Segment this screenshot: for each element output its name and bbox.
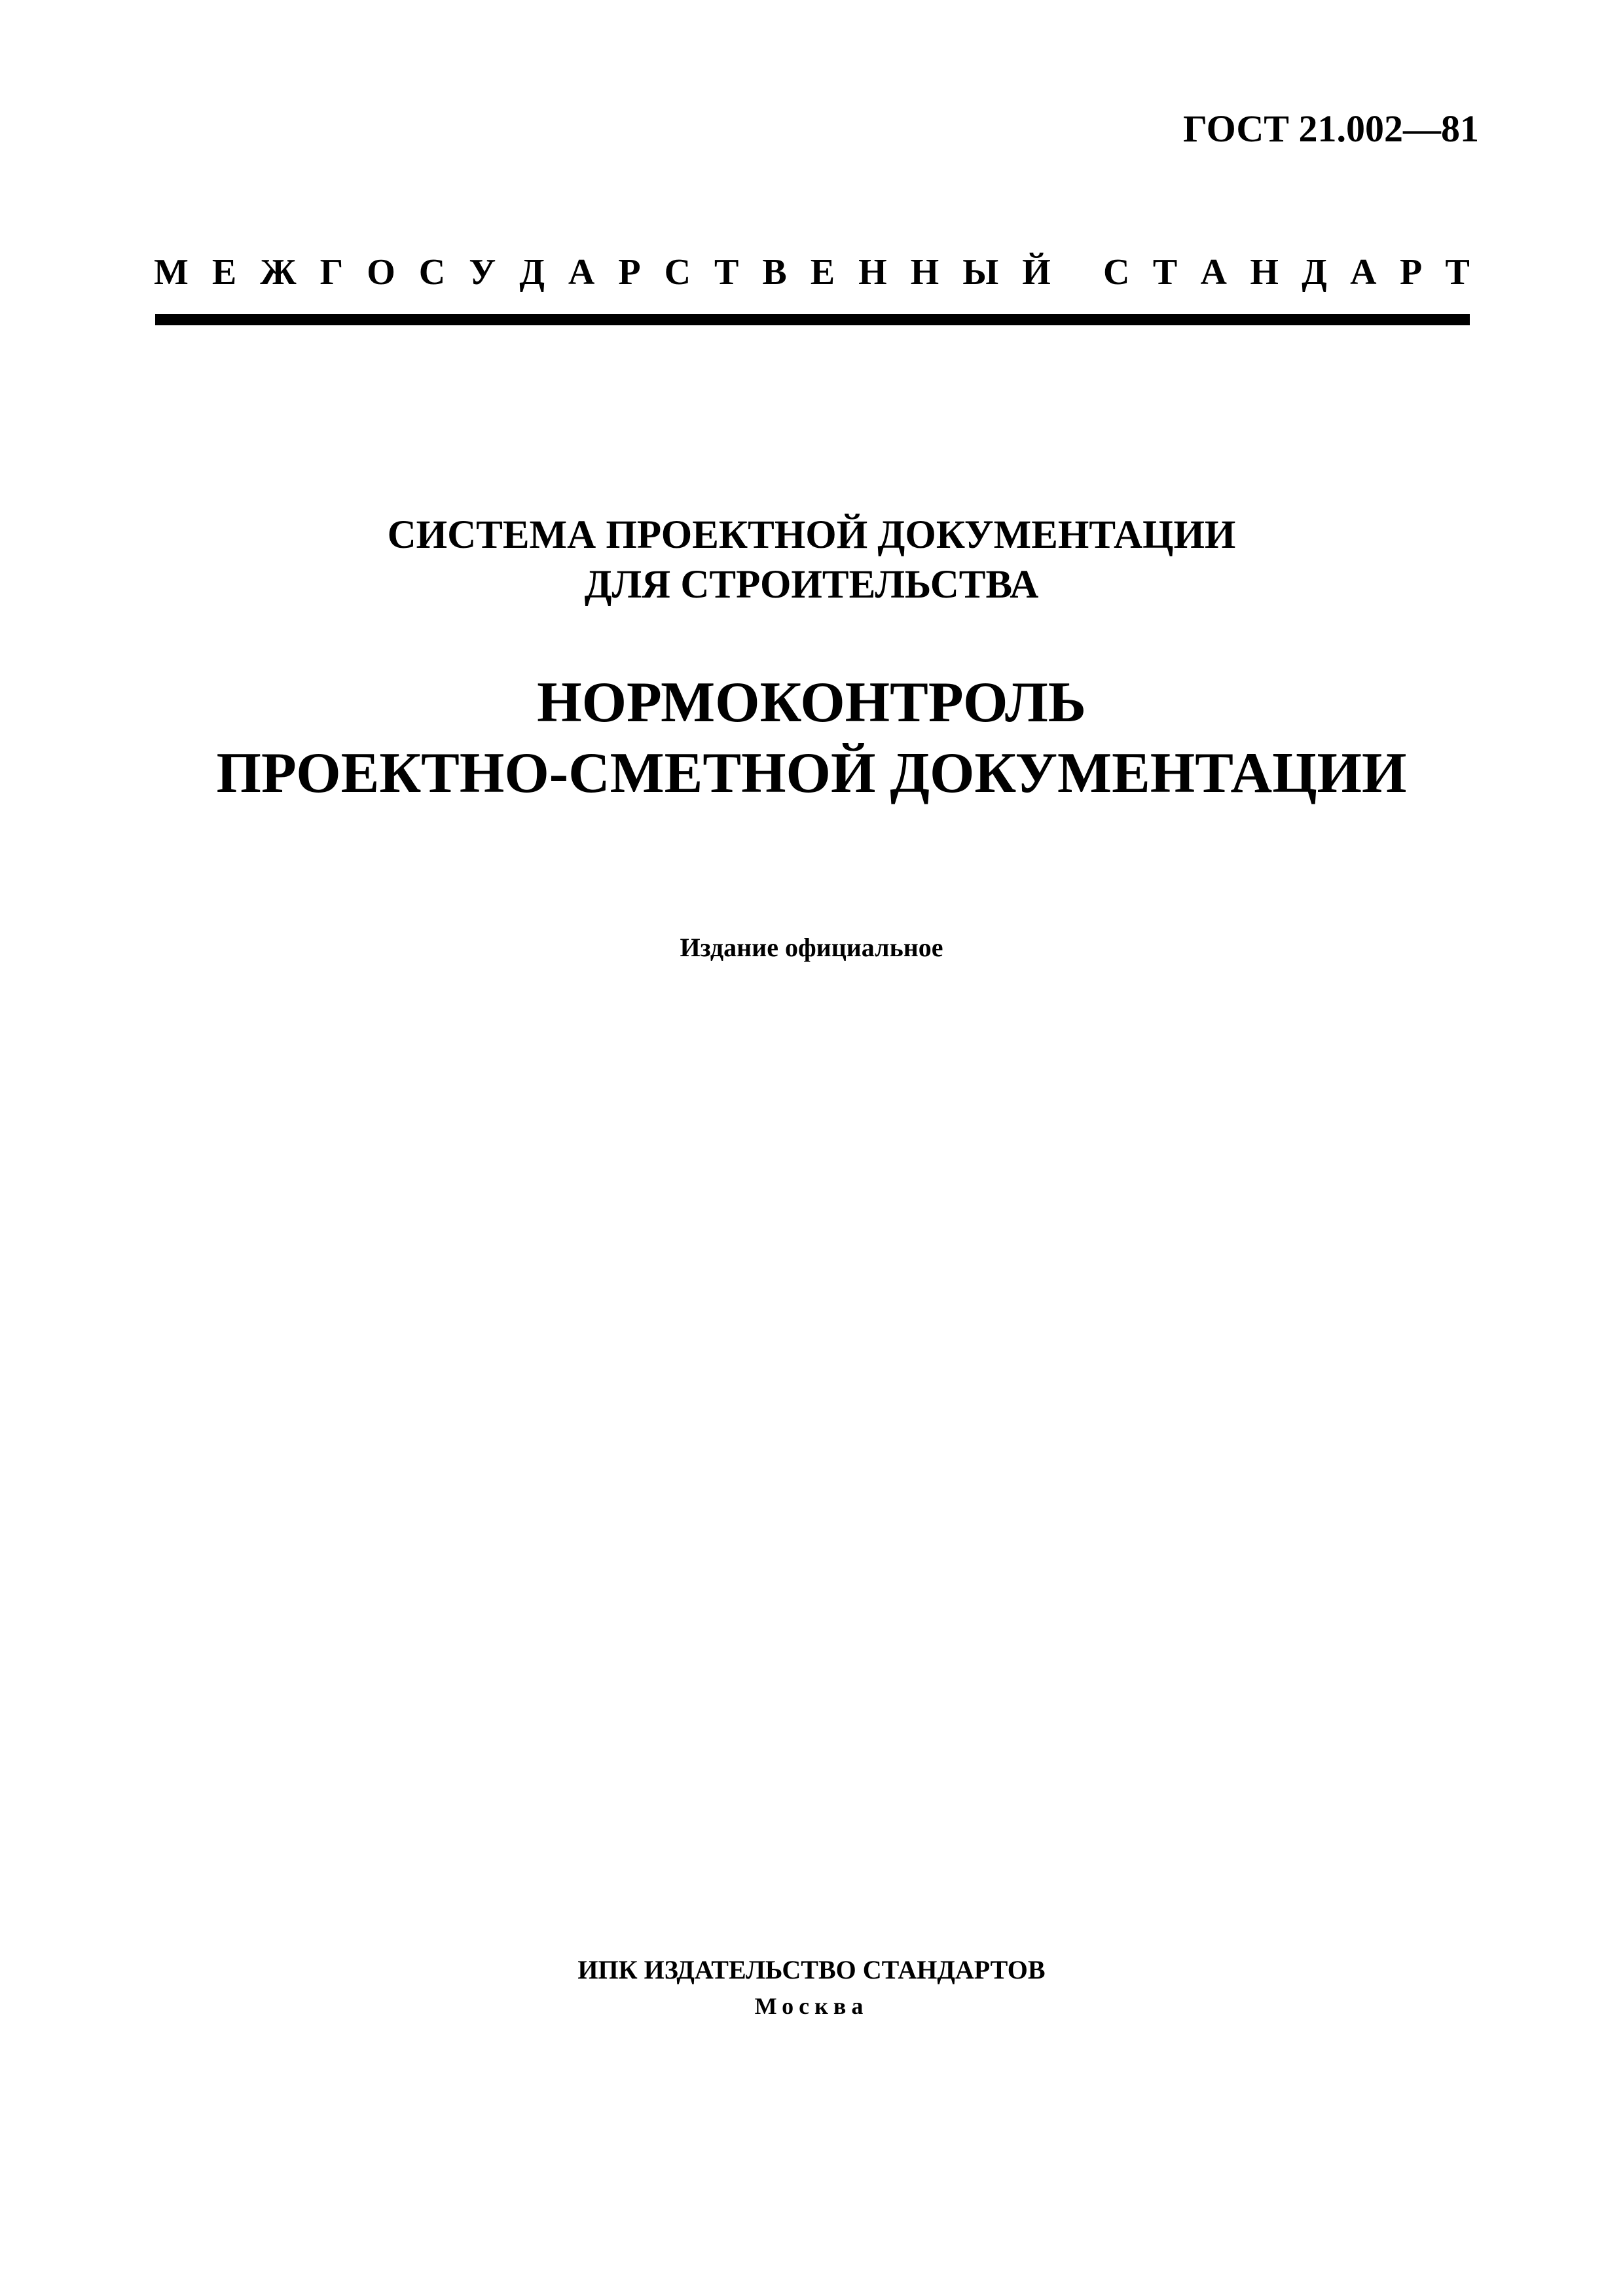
standard-type-heading <box>154 254 1470 291</box>
spaced-letter: У <box>469 252 496 293</box>
series-title-line-2: ДЛЯ СТРОИТЕЛЬСТВА <box>584 563 1039 607</box>
spaced-letter: Д <box>1302 252 1327 293</box>
spaced-letter: Й <box>1022 252 1051 293</box>
spaced-letter: В <box>762 252 787 293</box>
spaced-letter: Н <box>858 252 887 293</box>
spaced-letter: Т <box>714 252 739 293</box>
main-title <box>0 668 1623 809</box>
spaced-letter: Д <box>519 252 545 293</box>
spaced-letter: А <box>1200 252 1227 293</box>
spaced-letter: Ы <box>962 252 999 293</box>
spaced-letter: Н <box>910 252 939 293</box>
standard-type-word-2 <box>1103 254 1470 291</box>
spaced-letter: Т <box>1445 252 1470 293</box>
publisher-name: ИПК ИЗДАТЕЛЬСТВО СТАНДАРТОВ <box>577 1955 1046 1984</box>
spaced-letter: Г <box>319 252 344 293</box>
series-title <box>0 511 1623 610</box>
spaced-letter: С <box>1103 252 1130 293</box>
spaced-letter: Ж <box>260 252 297 293</box>
edition-note: Издание официальное <box>680 933 943 962</box>
spaced-letter: А <box>568 252 595 293</box>
spaced-letter: С <box>664 252 691 293</box>
spaced-letter: Е <box>810 252 835 293</box>
document-number: ГОСТ 21.002—81 <box>1183 107 1479 150</box>
spaced-letter: Т <box>1152 252 1178 293</box>
publisher-city: Москва <box>754 1993 869 2019</box>
heading-rule <box>155 314 1470 325</box>
main-title-line-2: ПРОЕКТНО-СМЕТНОЙ ДОКУМЕНТАЦИИ <box>216 742 1407 805</box>
main-title-line-1: НОРМОКОНТРОЛЬ <box>537 671 1086 734</box>
standard-type-word-1 <box>154 254 1051 291</box>
spaced-letter: М <box>154 252 189 293</box>
series-title-line-1: СИСТЕМА ПРОЕКТНОЙ ДОКУМЕНТАЦИИ <box>387 513 1236 557</box>
spaced-letter: Р <box>1399 252 1423 293</box>
spaced-letter: С <box>418 252 446 293</box>
spaced-letter: Р <box>618 252 641 293</box>
spaced-letter: О <box>367 252 395 293</box>
spaced-letter: А <box>1350 252 1377 293</box>
spaced-letter: Н <box>1250 252 1279 293</box>
spaced-letter: Е <box>211 252 237 293</box>
